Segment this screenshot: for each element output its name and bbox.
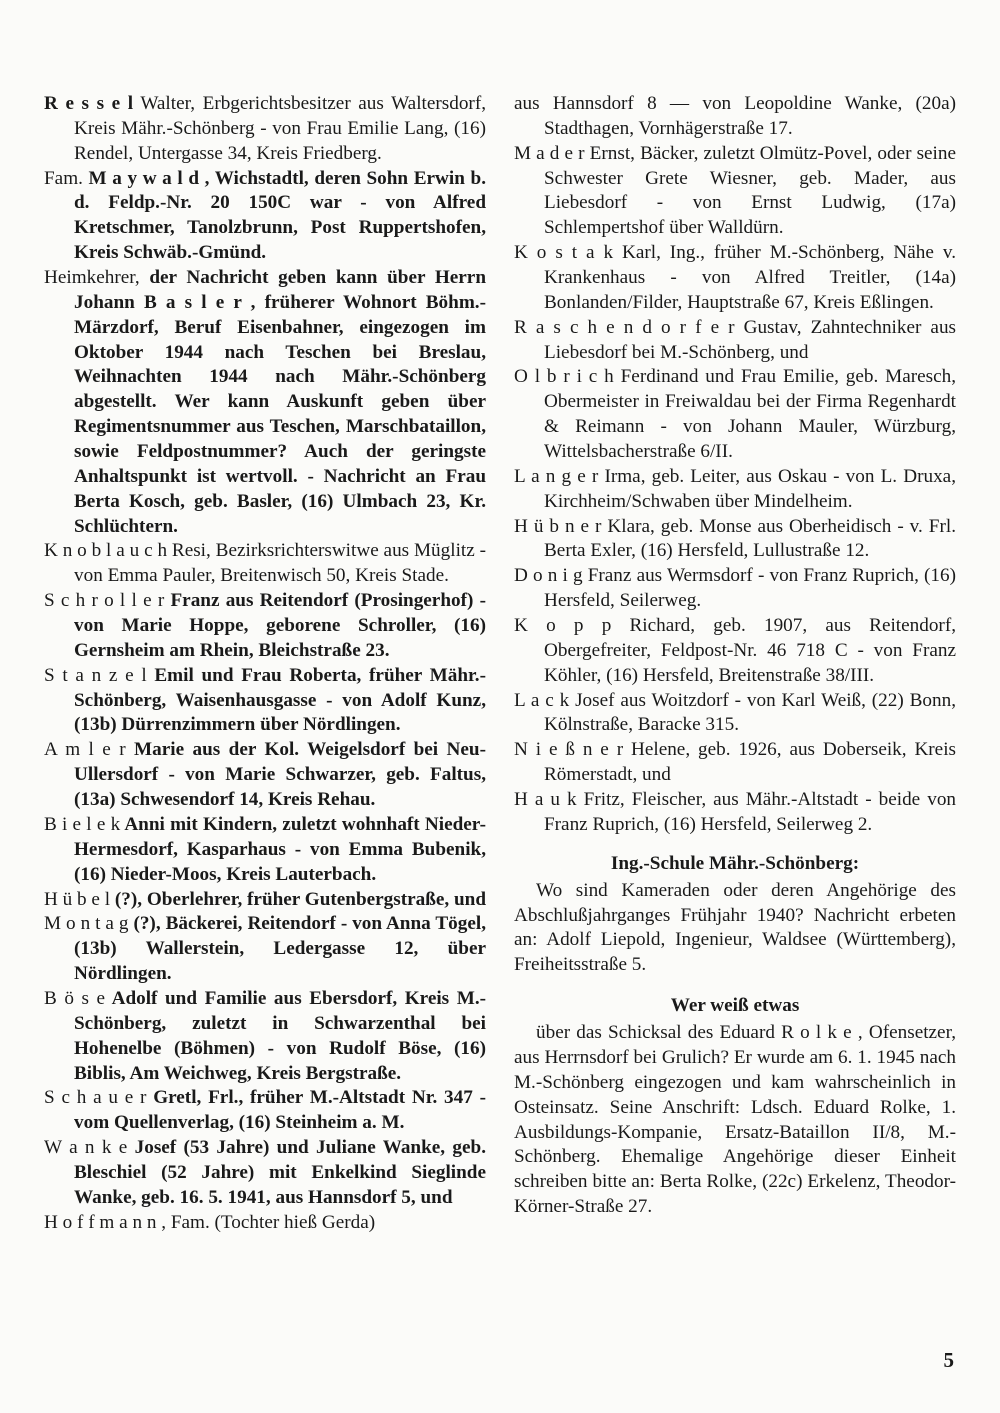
entry-montag: [44, 912, 486, 987]
entry-hoffmann-cont: [514, 92, 956, 142]
entry-huebel: [44, 888, 486, 913]
entry-lead: H ü b e l: [44, 888, 111, 910]
entry-lead: Fam.: [44, 167, 83, 189]
entry-schroller: [44, 589, 486, 664]
section-paragraph-ing-schule: Wo sind Kameraden oder deren Angehörige des Abschlußjahrganges Frühjahr 1940? Nachricht erbeten an: Adolf Liepold, Ingenieur, Waldsee (Württemberg), Freiheitsstraße 5.: [514, 879, 956, 976]
entry-ressel: [44, 92, 486, 167]
section-heading-ing-schule: Ing.-Schule Mähr.-Schönberg:: [610, 852, 860, 874]
entry-text: Anni mit Kindern, zuletzt wohnhaft Nieder-Hermesdorf, Kasparhaus - von Emma Bubenik, (16) Nieder-Moos, Kreis Lauterbach.: [74, 813, 486, 885]
entry-lead: H o f f m a n n ,: [44, 1211, 167, 1233]
entry-text: Josef aus Woitzdorf - von Karl Weiß, (22) Bonn, Kölnstraße, Baracke 315.: [544, 689, 956, 736]
entry-donig: [514, 564, 956, 614]
entry-text: Klara, geb. Monse aus Oberheidisch - v. Frl. Berta Exler, (16) Hersfeld, Lullustraße 12.: [544, 515, 956, 562]
entry-text: Emil und Frau Roberta, früher Mähr.-Schönberg, Waisenhausgasse - von Adolf Kunz, (13b) Dürrenzimmern über Nördlingen.: [74, 664, 486, 736]
entry-maywald: [44, 167, 486, 266]
entry-huebner: [514, 515, 956, 565]
entry-lead: R a s c h e n d o r f e r: [514, 316, 735, 338]
entry-text: Ernst, Bäcker, zuletzt Olmütz-Povel, oder seine Schwester Grete Wiesner, geb. Mader, aus Liebesdorf - von Ernst Ludwig, (17a) Schlempertshof über Walldürn.: [544, 142, 956, 239]
entry-lead: M o n t a g: [44, 913, 129, 935]
entry-hauk: [514, 788, 956, 838]
entry-lead: H a u k: [514, 789, 577, 811]
entry-text: Walter, Erbgerichtsbesitzer aus Waltersdorf, Kreis Mähr.-Schönberg - von Frau Emilie Lang, (16) Rendel, Untergasse 34, Kreis Friedberg.: [74, 93, 486, 164]
entry-text: Helene, geb. 1926, aus Doberseik, Kreis Römerstadt, und: [544, 739, 956, 786]
entry-text: Marie aus der Kol. Weigelsdorf bei Neu-Ullersdorf - von Marie Schwarzer, geb. Faltus, (13a) Schwesendorf 14, Kreis Rehau.: [74, 739, 486, 811]
entry-lead: B ö s e: [44, 987, 106, 1009]
entry-heimkehrer: [44, 266, 486, 539]
entry-text: Irma, geb. Leiter, aus Oskau - von L. Druxa, Kirchheim/Schwaben über Mindelheim.: [544, 465, 956, 512]
entry-lead: K o s t a k: [514, 242, 614, 264]
section-heading-wer-weiss-etwas: Wer weiß etwas: [670, 995, 800, 1017]
entry-lead: H ü b n e r: [514, 515, 602, 537]
entry-lead: S c h a u e r: [44, 1087, 147, 1109]
entry-lead: Heimkehrer,: [44, 267, 140, 289]
entry-text: Fritz, Fleischer, aus Mähr.-Altstadt - beide von Franz Ruprich, (16) Hersfeld, Seilerweg 2.: [544, 789, 957, 835]
page-number: 5: [943, 1348, 954, 1372]
entry-lead: M a d e r: [514, 142, 585, 164]
entry-text: Gustav, Zahntechniker aus Liebesdorf bei M.-Schönberg, und: [544, 316, 957, 363]
entry-raschendorfer: [514, 316, 956, 366]
entry-lead: L a c k: [514, 689, 570, 711]
entry-lead: W a n k e: [44, 1137, 128, 1159]
entry-lead: B i e l e k: [44, 813, 121, 835]
entry-text: der Nachricht geben kann über Herrn Johann B a s l e r , früherer Wohnort Böhm.-Märzdorf, Beruf Eisenbahner, eingezogen im Oktober 1944 nach Teschen bei Breslau, Weihnachten 1944 nach Mähr.-Schönberg abgestellt. Wer kann Auskunft geben über Regimentsnummer aus Teschen, Marschbataillon, sowie Feldpostnummer? Auch der geringste Anhaltspunkt ist wertvoll. - Nachricht an Frau Berta Kosch, geb. Basler, (16) Ulmbach 23, Kr. Schlüchtern.: [74, 267, 486, 537]
entry-text: M a y w a l d , Wichstadtl, deren Sohn Erwin b. d. Feldp.-Nr. 20 150C war - von Alfred Kretschmer, Tanolzbrunn, Post Ruppertshofen, Kreis Schwäb.-Gmünd.: [74, 167, 486, 264]
entry-knoblauch: [44, 539, 486, 589]
entry-lead: R e s s e l: [44, 93, 134, 114]
entry-text: Gretl, Frl., früher M.-Altstadt Nr. 347 - vom Quellenverlag, (16) Steinheim a. M.: [74, 1087, 486, 1134]
entry-mader: [514, 142, 956, 241]
entry-text: (?), Bäckerei, Reitendorf - von Anna Tögel, (13b) Wallerstein, Ledergasse 12, über Nördlingen.: [74, 913, 486, 985]
entry-kostak: [514, 241, 956, 316]
entry-text: Fam. (Tochter hieß Gerda): [166, 1211, 376, 1233]
entry-text: (?), Oberlehrer, früher Gutenbergstraße, und: [110, 888, 487, 910]
entry-stanzel: [44, 664, 486, 739]
entry-lead: O l b r i c h: [514, 366, 614, 388]
entry-niessner: [514, 738, 956, 788]
entry-text: Ferdinand und Frau Emilie, geb. Maresch, Obermeister in Freiwaldau bei der Firma Regenhardt & Reimann - von Johann Mauler, Würzburg, Wittelsbacherstraße 6/II.: [544, 366, 956, 463]
entry-text: Resi, Bezirksrichterswitwe aus Müglitz - von Emma Pauler, Breitenwisch 50, Kreis Stade.: [74, 540, 486, 587]
entry-lead: D o n i g: [514, 565, 583, 587]
section-paragraph-wer-weiss-etwas: über das Schicksal des Eduard R o l k e , Ofensetzer, aus Herrnsdorf bei Grulich? Er wurde am 6. 1. 1945 nach M.-Schönberg eingezogen und kam wahrscheinlich in Osteinsatz. Seine Anschrift: Ldsch. Eduard Rolke, 1. Ausbildungs-Kompanie, Ersatz-Bataillon II/8, M.-Schönberg. Ehemalige Angehörige dieser Einheit schreiben bitte an: Berta Rolke, (22c) Erkelenz, Theodor-Körner-Straße 27.: [514, 1022, 956, 1218]
entry-text: Josef (53 Jahre) und Juliane Wanke, geb. Bleschiel (52 Jahre) mit Enkelkind Sieglinde Wanke, geb. 16. 5. 1941, aus Hannsdorf 5, und: [74, 1137, 486, 1208]
entry-kopp: [514, 614, 956, 689]
entry-boese: [44, 987, 486, 1086]
left-column: [44, 92, 486, 1236]
entry-wanke: [44, 1136, 486, 1211]
entry-amler: [44, 738, 486, 813]
entry-lead: A m l e r: [44, 739, 126, 761]
entry-bielek: [44, 813, 486, 888]
entry-lead: N i e ß n e r: [514, 739, 624, 761]
entry-langer: [514, 465, 956, 515]
entry-hoffmann: [44, 1211, 486, 1236]
entry-lead: L a n g e r: [514, 465, 599, 487]
entry-text: Franz aus Reitendorf (Prosingerhof) - von Marie Hoppe, geborene Schroller, (16) Gernsheim am Rhein, Bleichstraße 23.: [74, 590, 486, 661]
entry-schauer: [44, 1086, 486, 1136]
entry-text: Adolf und Familie aus Ebersdorf, Kreis M.-Schönberg, zuletzt in Schwarzenthal bei Hohenelbe (Böhmen) - von Rudolf Böse, (16) Biblis, Am Weichweg, Kreis Bergstraße.: [74, 987, 487, 1084]
entry-lack: [514, 689, 956, 739]
two-column-layout: [44, 92, 956, 1236]
entry-lead: S t a n z e l: [44, 664, 147, 686]
entry-lead: K n o b l a u c h: [44, 540, 168, 562]
right-column: [514, 92, 956, 1236]
entry-text: Karl, Ing., früher M.-Schönberg, Nähe v. Krankenhaus - von Alfred Treitler, (14a) Bonlanden/Filder, Hauptstraße 67, Kreis Eßlingen.: [544, 242, 956, 313]
entry-text: Franz aus Wermsdorf - von Franz Ruprich, (16) Hersfeld, Seilerweg.: [544, 565, 956, 612]
entry-text: Richard, geb. 1907, aus Reitendorf, Obergefreiter, Feldpost-Nr. 46 718 C - von Franz Köhler, (16) Hersfeld, Breitenstraße 38/III.: [544, 615, 957, 686]
entry-olbrich: [514, 365, 956, 464]
entry-lead: S c h r o l l e r: [44, 590, 165, 612]
entry-text: aus Hannsdorf 8 — von Leopoldine Wanke, (20a) Stadthagen, Vornhägerstraße 17.: [514, 93, 956, 139]
entry-lead: K o p p: [514, 615, 612, 637]
